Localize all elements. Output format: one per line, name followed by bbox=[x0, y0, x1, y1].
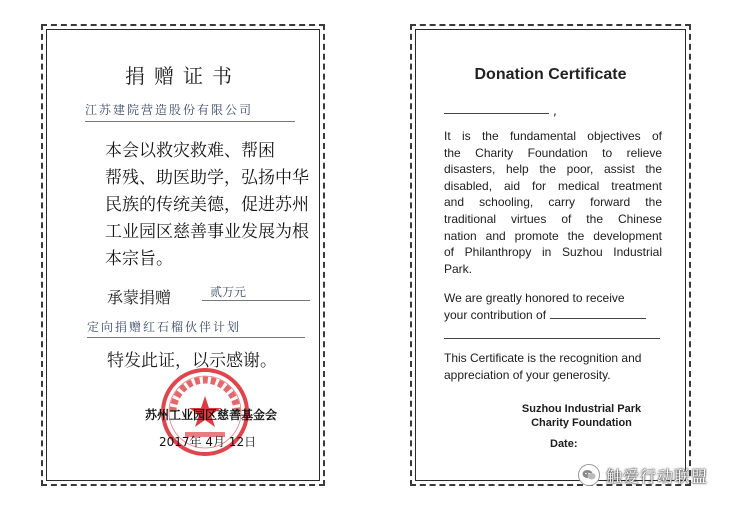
wechat-logo-icon bbox=[578, 464, 600, 486]
issuer-organization-en bbox=[416, 402, 687, 430]
body-line: nation and promote the development bbox=[444, 228, 662, 243]
body-line: 工业园区慈善事业发展为根 bbox=[105, 222, 309, 242]
certificate-body-en bbox=[444, 128, 662, 277]
certificate-title-en: Donation Certificate bbox=[474, 66, 627, 83]
donation-purpose: 定向捐赠红石榴伙伴计划 bbox=[87, 318, 305, 338]
recognition-statement bbox=[444, 350, 666, 384]
recipient-comma: , bbox=[553, 104, 557, 118]
account-watermark bbox=[578, 462, 708, 488]
body-line: and schooling, carry forward the bbox=[444, 195, 662, 210]
issue-date-cn: 2017年 4月 12日 bbox=[159, 435, 257, 449]
honored-line: We are greatly honored to receive bbox=[444, 291, 625, 305]
english-certificate bbox=[415, 29, 686, 481]
org-line: Charity Foundation bbox=[531, 417, 632, 429]
contribution-blank-line bbox=[550, 318, 646, 319]
recipient-name: 江苏建院营造股份有限公司 bbox=[85, 101, 295, 122]
contribution-line bbox=[444, 307, 666, 324]
body-line: 本宗旨。 bbox=[105, 249, 173, 269]
section-divider bbox=[444, 338, 660, 339]
body-line: of Philanthropy in Suzhou Industrial bbox=[444, 245, 662, 260]
org-line: Suzhou Industrial Park bbox=[521, 403, 642, 415]
body-line: It is the fundamental objectives of bbox=[444, 129, 662, 143]
recognition-line: This Certificate is the recognition and bbox=[444, 351, 642, 365]
body-line: Park. bbox=[444, 261, 473, 276]
donation-amount-row bbox=[107, 285, 307, 308]
body-line: the Charity Foundation to relieve bbox=[444, 145, 662, 160]
body-line: disasters, help the poor, assist the bbox=[444, 162, 662, 177]
issue-date-label-en: Date: bbox=[550, 438, 578, 450]
body-line: disabled, aid for medical treatment bbox=[444, 178, 662, 193]
closing-text: 特发此证，以示感谢。 bbox=[107, 351, 277, 371]
contribution-label: your contribution of bbox=[444, 307, 547, 322]
recognition-line: appreciation of your generosity. bbox=[444, 368, 611, 382]
body-line: 本会以救灾救难、帮困 bbox=[105, 141, 275, 161]
amount-label: 承蒙捐赠 bbox=[107, 288, 172, 307]
body-line: 帮残、助医助学，弘扬中华 bbox=[105, 168, 309, 188]
certificate-body-cn bbox=[105, 138, 309, 273]
body-line: traditional virtues of the Chinese bbox=[444, 211, 662, 226]
contribution-statement bbox=[444, 290, 666, 323]
amount-value: 贰万元 bbox=[202, 283, 310, 301]
watermark-text: 触爱行动联盟 bbox=[606, 466, 709, 486]
issuer-organization-cn: 苏州工业园区慈善基金会 bbox=[145, 408, 278, 422]
recipient-blank-line bbox=[444, 113, 549, 114]
body-line: 民族的传统美德，促进苏州 bbox=[105, 195, 309, 215]
chinese-certificate bbox=[46, 29, 320, 481]
certificate-title-cn: 捐赠证书 bbox=[125, 64, 241, 88]
